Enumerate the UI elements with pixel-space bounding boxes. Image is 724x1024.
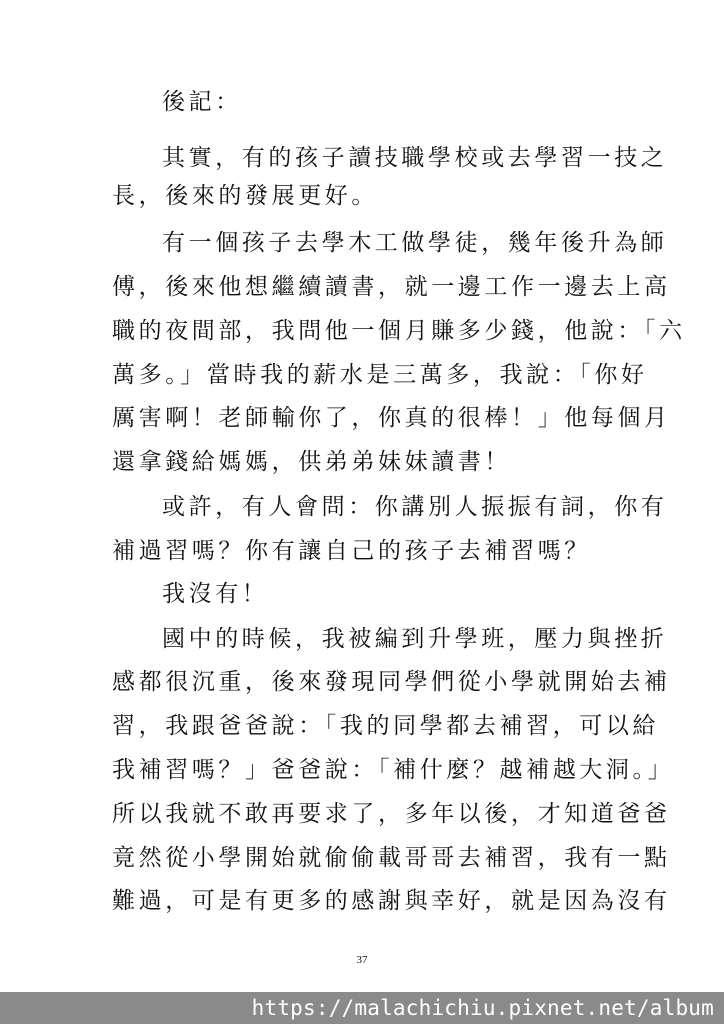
watermark-banner xyxy=(0,992,724,1024)
text-line: 難過，可是有更多的感謝與幸好，就是因為沒有 xyxy=(112,888,671,914)
text-line: 感都很沉重，後來發現同學們從小學就開始去補 xyxy=(112,669,671,695)
text-line: 補過習嗎？你有讓自己的孩子去補習嗎？ xyxy=(112,538,591,564)
watermark-url: https://malachichiu.pixnet.net/album xyxy=(251,996,714,1020)
text-line: 國中的時候，我被編到升學班，壓力與挫折 xyxy=(162,626,668,652)
text-line: 厲害啊！老師輸你了，你真的很棒！」他每個月 xyxy=(112,405,671,431)
page-number: 37 xyxy=(356,954,368,966)
text-line: 還拿錢給媽媽，供弟弟妹妹讀書！ xyxy=(112,449,511,475)
text-line: 長，後來的發展更好。 xyxy=(112,183,378,209)
text-line: 職的夜間部，我問他一個月賺多少錢，他說：「六 xyxy=(112,318,686,344)
text-line: 竟然從小學開始就偷偷載哥哥去補習，我有一點 xyxy=(112,845,671,871)
text-line: 習，我跟爸爸說：「我的同學都去補習，可以給 xyxy=(112,713,660,739)
section-heading: 後記： xyxy=(162,89,242,115)
text-line: 萬多。」當時我的薪水是三萬多，我說：「你好 xyxy=(112,362,648,388)
text-line: 所以我就不敢再要求了，多年以後，才知道爸爸 xyxy=(112,801,671,827)
text-line: 我沒有！ xyxy=(162,581,269,607)
text-line: 有一個孩子去學木工做學徒，幾年後升為師 xyxy=(162,230,668,256)
text-line: 傅，後來他想繼續讀書，就一邊工作一邊去上高 xyxy=(112,274,671,300)
text-line: 其實，有的孩子讀技職學校或去學習一技之 xyxy=(162,145,668,171)
text-line: 或許，有人會問：你講別人振振有詞，你有 xyxy=(162,494,668,520)
text-line: 我補習嗎？」爸爸說：「補什麼？越補越大洞。」 xyxy=(112,757,675,783)
